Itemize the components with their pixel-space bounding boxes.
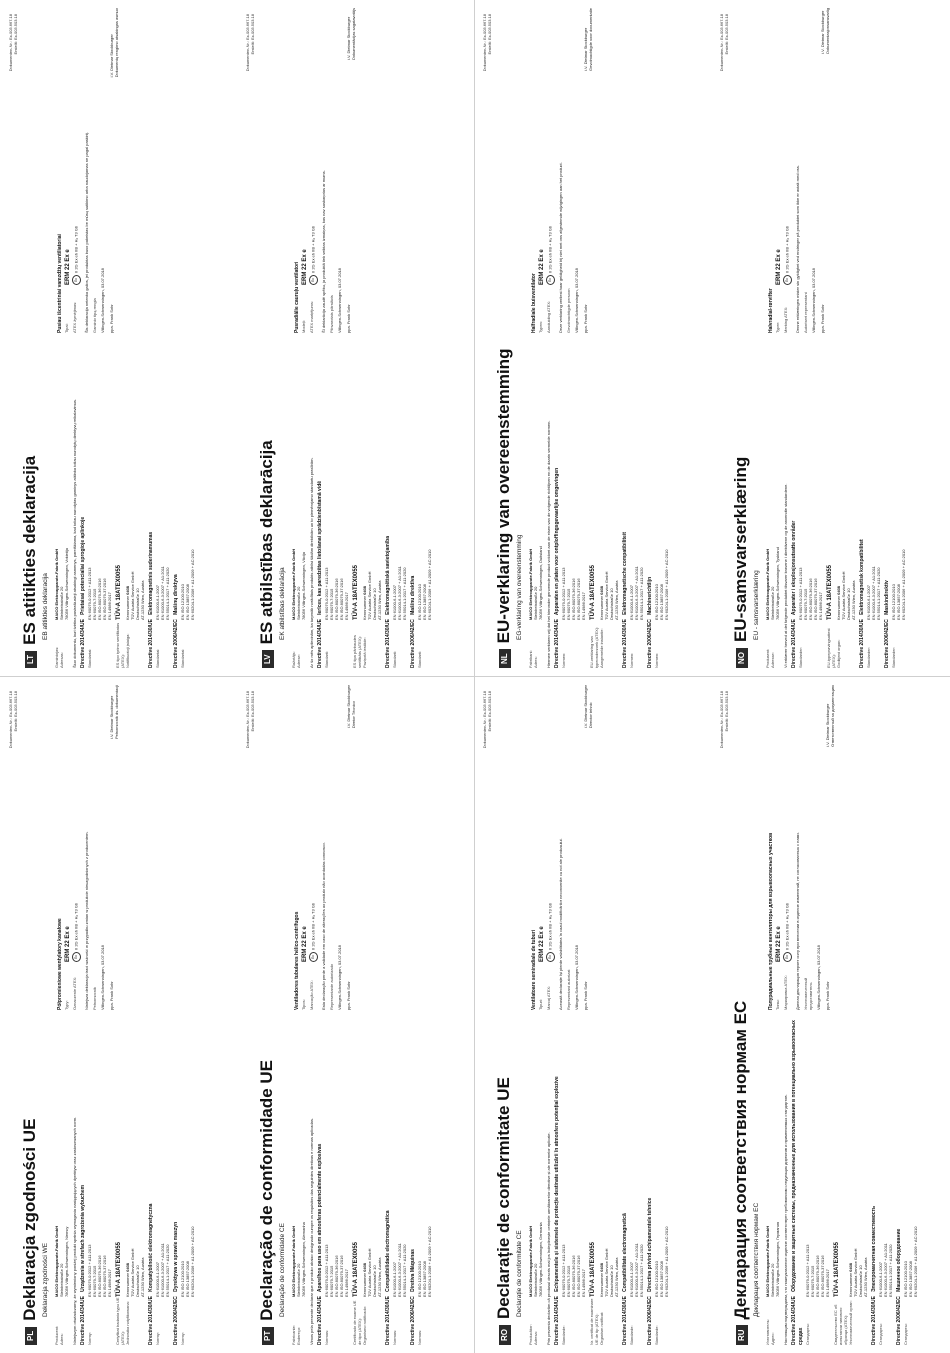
norms-label: Normy: xyxy=(87,1332,92,1345)
ex-hexagon-icon: Ex xyxy=(72,952,81,962)
machine-heading: Directive 2006/42/EC Машинное оборудование xyxy=(896,1228,902,1345)
address-label: Адрес: xyxy=(770,1332,775,1345)
document-number: Dokumenten-Nr.: Ex-003.667.18 Erstellt: Ex-003.503.18 xyxy=(719,691,729,749)
signer-2-role: Diretor Técnico xyxy=(351,701,356,729)
document-number: Dokumenten-Nr.: Ex-003.667.18 Erstellt: Ex-003.503.18 xyxy=(8,14,18,72)
manufacturer-label: Изготовитель: xyxy=(765,1319,770,1345)
signer-1: ppa. Frank Sohr xyxy=(825,981,830,1010)
signer-1: ppa. Frank Sohr xyxy=(109,981,114,1010)
product-type: ERM 22 Ex e xyxy=(65,926,71,962)
product-heading: Полурадиальные трубные вентиляторы для взрывоопасных участков xyxy=(768,832,774,1010)
declaration-panel-lt xyxy=(0,0,236,676)
signatures xyxy=(346,685,356,1010)
notified-body-label: Paziņotā iestāde: xyxy=(362,637,367,668)
machine-norms: EN ISO 12100:2010 EN ISO 13857:2008 EN 60204-1:2006 + A1:2009 + AC:2010 xyxy=(891,549,906,620)
address-street: Steinbeisstraße 20 xyxy=(59,1263,64,1297)
notified-body-label: Godkjent organ: xyxy=(836,639,841,668)
notified-body: Kennnummer 0408 TÜV Austria Service GmbH Deutschstraße 10 AT-1230 Wien, Austria xyxy=(599,1248,619,1297)
declaration-title: LVES atbilstības deklarācija xyxy=(257,440,277,668)
signatures xyxy=(109,8,119,333)
product-type: ERM 22 Ex e xyxy=(539,926,545,962)
notified-body-label: Organismo notificado: xyxy=(362,1306,367,1345)
validity-text: Niniejsza deklaracja traci ważność w przypadku zmian w produkcie nieuzgodnionych z producentem. xyxy=(84,831,89,1010)
language-code-badge: RO xyxy=(499,1325,511,1345)
right-column xyxy=(291,8,469,333)
address-label: Adres: xyxy=(533,656,538,668)
declaration-panel-lv xyxy=(237,0,473,676)
norms-label: Standarder: xyxy=(798,647,803,668)
emc-norms: EN 61000-6-1:2007 EN 61000-6-3:2007 + A1:2011 EN 55014-1:2017 + A11:2020 xyxy=(155,566,170,620)
atex-marking-label: Merking ATEX: xyxy=(783,306,788,333)
left-column: Gamintojas: MAICO Elektroapparate-Fabrik GmbH Adresas: Steinbeisstraße 20 78056 Villingen-Schwenningen, Vokietija Šiuo dokumentu, kuri tvirtina pasirašiusieji atsakingi asmenys, pareiškiama, kad toliau nurodytas gaminys atitinka toliau nurodytų direktyvų reikalavimus. Directive 2014/34/UE Prietaisai potencialiai sprogioje aplinkoje Standartai: EN 60079-0:2012 + A11:2013 EN 60079-7:2015 EN ISO 80079-36:2016 EN ISO 80079-37:2016 EN 14986:2017 ES tipo tyrimo sertifikatas (ATEX): TÜV-A 18ATEX0055 Notifikuotoji įstaiga: Kennnummer 0408 TÜV Austria Service GmbH Deutschstraße 10 AT-1230 Wien, Austria Directive 2014/30/UE Elektromagnetinis suderinamumas Standartai: EN 61000-6-1:2007 EN 61000-6-3:2007 + A1:2011 EN 55014-1:2017 + A11:2020 Directive 2006/42/EC Mašinų direktyva Standartai: EN ISO 12100:2010 EN ISO 13857:2008 EN 60204-1:2006 + A1:2009 + AC:2010 xyxy=(54,343,232,668)
place-date: Villingen-Schwenningen, 03.07.2018 xyxy=(337,268,342,333)
declaration-subtitle: Deklaracja zgodności WE xyxy=(42,1242,49,1317)
place-date: Villingen-Schwenningen, 03.07.2018 xyxy=(100,268,105,333)
language-code-badge: LT xyxy=(25,651,37,668)
certificate-number: TÜV-A 18ATEX0055 xyxy=(116,1241,122,1297)
validity-text: Šī deklarācija zaudē spēku, ja produktā tiek veiktas izmaiņas, kas nav saskaņotas ar mums. xyxy=(321,170,326,333)
atex-heading: Directive 2014/34/UE Urządzenia w strefach zagrożenia wybuchem xyxy=(80,1184,86,1345)
atex-heading: Directive 2014/34/UE Prietaisai potencialiai sprogioje aplinkoje xyxy=(80,516,86,668)
declaration-panel-nl xyxy=(474,0,710,676)
notified-body: Kennnummer 0408 TÜV Austria Service GmbH Deutschstraße 10 AT-1230 Wien, Austria xyxy=(125,1248,145,1297)
language-code-badge: RU xyxy=(736,1325,748,1345)
notified-body-label: Уполномоченный орган: xyxy=(848,1300,853,1345)
declaration-title: RODeclarație de conformitate UE xyxy=(494,1077,514,1345)
atex-marking-label: Marcação ATEX: xyxy=(309,980,314,1010)
machine-norms: EN ISO 12100:2010 EN ISO 13857:2008 EN 60204-1:2006 + A1:2009 + AC:2010 xyxy=(180,549,195,620)
atex-heading: Directive 2014/34/UE Apparater i eksplosjonsutsatte områder xyxy=(791,520,797,668)
validity-text: Deze verklaring verliest haar geldigheid bij niet met ons afgestemde wijzigingen aan het product. xyxy=(558,162,563,333)
manufacturer-label: Fabricante: xyxy=(291,1324,296,1345)
ex-hexagon-icon: Ex xyxy=(309,275,318,285)
declaration-subtitle: EB atitikties deklaracija xyxy=(42,573,49,640)
notified-body-label: Organism notificat: xyxy=(599,1311,604,1345)
address-label: Adrese: xyxy=(296,654,301,668)
certificate-number: TÜV-A 18ATEX0055 xyxy=(353,1241,359,1297)
certificate-label: ES tipa pārbaudes sertifikāts (ATEX): xyxy=(352,635,362,668)
notified-body-label: Jednostka notyfikowana: xyxy=(125,1301,130,1345)
representative-label: Gaminio tipą rengia xyxy=(92,298,97,333)
signer-2-role: Pełnomocnik ds. dokumentacji xyxy=(114,685,119,740)
intro-text: Vi erklærer herved at det følgende produktet tilsvarer kravene i direktivene og de anvendte standardene. xyxy=(783,483,788,668)
intro-text: Niniejszym oświadczamy, że wymieniony poniżej produkt spełnia wymagania następujących dyrektyw oraz zastosowanych norm. xyxy=(72,1116,77,1345)
atex-norms: EN 60079-0:2012 + A11:2013 EN 60079-7:2015 EN ISO 80079-36:2016 EN ISO 80079-37:2016 EN 14986:2017 xyxy=(561,567,586,620)
left-column: Producător: MAICO Elektroapparate-Fabrik GmbH Adresa: Steinbeisstraße 20 78056 Villingen-Schwenningen, Germania Prin prezenta declarăm că produsul descris mai jos îndeplinește cerințele următoarelor directive și ale normelor aplicate. Directive 2014/34/UE Echipamentele și sistemele de protecție destinate utilizării în atmosfere potențial explozive Standarde: EN 60079-0:2012 + A11:2013 EN 60079-7:2015 EN ISO 80079-36:2016 EN ISO 80079-37:2016 EN 14986:2017 Nr. certificat de examinare UE de tip (ATEX): TÜV-A 18ATEX0055 Organism notificat: Kennnummer 0408 TÜV Austria Service GmbH Deutschstraße 10 AT-1230 Wien, Austria Directive 2014/30/UE Compatibilitate electromagnetică Standarde: EN 61000-6-1:2007 EN 61000-6-3:2007 + A1:2011 EN 55014-1:2017 + A11:2020 Directive 2006/42/EC Directiva privind echipamentele tehnice Standarde: EN ISO 12100:2010 EN ISO 13857:2008 EN 60204-1:2006 + A1:2009 + AC:2010 xyxy=(528,1020,706,1345)
type-label: Типы: xyxy=(775,999,780,1010)
place-date: Villingen-Schwenningen, 03.07.2018 xyxy=(816,945,821,1010)
right-column xyxy=(291,685,469,1010)
manufacturer-name: MAICO Elektroapparate-Fabrik GmbH xyxy=(528,1225,533,1297)
signatures xyxy=(583,685,593,1010)
declaration-panel-ru xyxy=(711,677,947,1353)
certificate-number: TÜV-A 18ATEX0055 xyxy=(834,1241,840,1297)
address-city: 78056 Villingen-Schwenningen, Alemanha xyxy=(301,1222,306,1297)
atex-norms: EN 60079-0:2012 + A11:2013 EN 60079-7:2015 EN ISO 80079-36:2016 EN ISO 80079-37:2016 EN 14986:2017 xyxy=(87,1244,112,1297)
atex-marking: ExII 2G Ex eh IIB + H₂ T3 Gb xyxy=(546,685,555,962)
ex-hexagon-icon: Ex xyxy=(546,952,555,962)
atex-norms: EN 60079-0:2012 + A11:2013 EN 60079-7:2015 EN ISO 80079-36:2016 EN ISO 80079-37:2016 EN 14986:2017 xyxy=(324,1244,349,1297)
manufacturer-name: MAICO Elektroapparate-Fabrik GmbH xyxy=(54,548,59,620)
norms-label: Normas: xyxy=(324,1329,329,1345)
machine-norms: EN ISO 12100:2010 EN ISO 13857:2008 EN 60204-1:2006 + A1:2009 + AC:2010 xyxy=(654,549,669,620)
ex-hexagon-icon: Ex xyxy=(546,275,555,285)
norms-label: Normen: xyxy=(561,652,566,668)
address-city: 78056 Villingen-Schwenningen, Tyskland xyxy=(775,547,780,620)
language-code-badge: PL xyxy=(25,1327,37,1345)
signatures xyxy=(346,8,356,333)
atex-marking: ExII 2G Ex eh IIB + H₂ T3 Gb xyxy=(783,685,792,962)
address-label: Adresas: xyxy=(59,652,64,668)
atex-norms: EN 60079-0:2012 + A11:2013 EN 60079-7:2015 EN ISO 80079-36:2016 EN ISO 80079-37:2016 EN 14986:2017 xyxy=(561,1244,586,1297)
representative-label: Representante autorizado xyxy=(329,963,334,1010)
type-label: Typer: xyxy=(775,321,780,333)
address-city: 78056 Villingen-Schwenningen, Германия xyxy=(775,1221,780,1297)
signer-1: ppa. Frank Sohr xyxy=(109,304,114,333)
certificate-label: ES tipo tyrimo sertifikatas (ATEX): xyxy=(115,622,125,668)
declaration-subtitle: EK atbilstības deklarācija xyxy=(279,567,286,640)
declaration-subtitle: Declaração de conformidade CE xyxy=(279,1223,286,1317)
type-label: Tipuri: xyxy=(538,999,543,1010)
atex-norms: EN 60079-0:2012 + A11:2013 EN 60079-7:2015 EN ISO 80079-36:2016 EN ISO 80079-37:2016 EN 14986:2017 xyxy=(805,1244,830,1297)
emc-heading: Directive 2014/30/UE Compatibilidade electromagnética xyxy=(385,1210,391,1345)
notified-body: Kennnummer 0408 TÜV Austria Service GmbH Deutschstraße 10 AT-1230 Wien, Austria xyxy=(125,571,145,620)
notified-body: Kennnummer 0408 TÜV Austria Service GmbH Deutschstraße 10 AT-1230 Wien, Austria xyxy=(836,571,856,620)
address-street: Steinbeisstraße 20 xyxy=(296,586,301,620)
address-street: Steinbeisstraße 20 xyxy=(533,586,538,620)
address-city: 78056 Villingen-Schwenningen, Germania xyxy=(538,1222,543,1297)
document-number: Dokumenten-Nr.: Ex-003.667.18 Erstellt: Ex-003.503.18 xyxy=(719,14,729,72)
notified-body-label: Aangemelde instantie: xyxy=(599,628,604,668)
atex-marking: ExII 2G Ex eh IIB + H₂ T3 Gb xyxy=(783,8,792,285)
left-column: Produsent: MAICO Elektroapparate-Fabrik GmbH Adresse: Steinbeisstraße 20 78056 Villingen-Schwenningen, Tyskland Vi erklærer herved at det følgende produktet tilsvarer kravene i direktivene og de anvendte standardene. Directive 2014/34/UE Apparater i eksplosjonsutsatte områder Standarder: EN 60079-0:2012 + A11:2013 EN 60079-7:2015 EN ISO 80079-36:2016 EN ISO 80079-37:2016 EN 14986:2017 EU-typeprøvingsattest (ATEX): TÜV-A 18ATEX0055 Godkjent organ: Kennnummer 0408 TÜV Austria Service GmbH Deutschstraße 10 AT-1230 Wien, Austria Directive 2014/30/UE Elektromagnetisk kompatibilitet Standarder: EN 61000-6-1:2007 EN 61000-6-3:2007 + A1:2011 EN 55014-1:2017 + A11:2020 Directive 2006/42/EC Maskindirektiv Standarder: EN ISO 12100:2010 EN ISO 13857:2008 EN 60204-1:2006 + A1:2009 + AC:2010 xyxy=(765,343,943,668)
right-column xyxy=(54,685,232,1010)
atex-marking-label: Маркировка ATEX: xyxy=(783,975,788,1010)
emc-heading: Directive 2014/30/UE Электромагнитная совместимость xyxy=(871,1205,877,1345)
atex-norms: EN 60079-0:2012 + A11:2013 EN 60079-7:2015 EN ISO 80079-36:2016 EN ISO 80079-37:2016 EN 14986:2017 xyxy=(324,567,349,620)
certificate-label: Nr. certificat de examinare UE de tip (ATEX): xyxy=(589,1298,599,1345)
product-type: ERM 22 Ex e xyxy=(539,249,545,285)
emc-norms: EN 61000-6-1:2007 EN 61000-6-3:2007 + A1:2011 EN 55014-1:2017 + A11:2020 xyxy=(629,1243,644,1297)
emc-norms: EN 61000-6-1:2007 EN 61000-6-3:2007 + A1:2011 EN 55014-1:2017 + A11:2020 xyxy=(629,566,644,620)
emc-norms: EN 61000-6-1:2007 EN 61000-6-3:2007 + A1:2011 EN 55014-1:2017 + A11:2020 xyxy=(878,1243,893,1297)
declaration-title: LTES atitikties deklaracija xyxy=(20,456,40,668)
ex-hexagon-icon: Ex xyxy=(783,952,792,962)
signatures xyxy=(820,8,830,333)
intro-text: Prin prezenta declarăm că produsul descris mai jos îndeplinește cerințele următoarelor directive și ale normelor aplicate. xyxy=(546,1132,551,1345)
signatures xyxy=(583,8,593,333)
manufacturer-name: MAICO Elektroapparate-Fabrik GmbH xyxy=(54,1225,59,1297)
certificate-number: TÜV-A 18ATEX0055 xyxy=(116,564,122,620)
certificate-number: TÜV-A 18ATEX0055 xyxy=(827,564,833,620)
signer-2-role: Dokumentācijas sagatavotājs xyxy=(351,8,356,61)
representative-label: Уполномоченный представитель xyxy=(803,977,813,1010)
validity-text: Šis deklaracija netenka galios, jei produktas buvo pakeistas be mūsų sutikimo arba naudojamas ne pagal paskirtį. xyxy=(84,131,89,333)
signatures xyxy=(109,685,119,1010)
intro-text: Настоящим подтверждаем, что нижеуказанное изделие соответствует требованиям следующих директив и применяемых стандартов. xyxy=(783,1094,788,1345)
document-number: Dokumenten-Nr.: Ex-003.667.18 Erstellt: Ex-003.503.18 xyxy=(245,14,255,72)
machine-heading: Directive 2006/42/EC Mašīnu direktīva xyxy=(410,575,416,668)
ex-hexagon-icon: Ex xyxy=(72,275,81,285)
address-street: Steinbeisstraße 20 xyxy=(296,1263,301,1297)
atex-heading: Directive 2014/34/UE Ierīces, kas paredzētas lietošanai sprādzienbīstamā vidē xyxy=(317,480,323,668)
intro-text: Ar šo mēs apliecinām, ka turpmāk norādītais produkts atbilst šādām direktīvām un to piemērojamo standartu prasībām. xyxy=(309,457,314,668)
norms-label: Standarti: xyxy=(324,650,329,668)
validity-text: Данная декларация теряет силу при внесении в изделие изменений, не согласованных с нами. xyxy=(795,832,800,1010)
declaration-title: RUДекларация соответствия нормам ЕС xyxy=(731,1001,751,1345)
notified-body: Kennnummer 0408 TÜV Austria Service GmbH Deutschstraße 10 AT-1230 Wien, Austria xyxy=(848,1248,868,1297)
right-column xyxy=(528,8,706,333)
atex-marking-label: Oznaczenie ATEX: xyxy=(72,976,77,1010)
document-number: Dokumenten-Nr.: Ex-003.667.18 Erstellt: Ex-003.503.18 xyxy=(482,691,492,749)
declaration-subtitle: Декларация соответствия нормам ЕС xyxy=(753,1202,760,1317)
atex-marking-label: ATEX marķējums: xyxy=(309,301,314,333)
declaration-subtitle: Declarație de conformitate CE xyxy=(516,1230,523,1317)
type-label: Typy: xyxy=(64,1000,69,1010)
product-heading: Halfradiale buisventilator xyxy=(531,273,537,333)
signer-2: i.V. Dietmar Stockburger xyxy=(109,695,114,740)
product-type: ERM 22 Ex e xyxy=(302,926,308,962)
manufacturer-label: Ražotājs: xyxy=(291,651,296,668)
language-code-badge: NL xyxy=(499,649,511,668)
place-date: Villingen-Schwenningen, 03.07.2018 xyxy=(574,268,579,333)
norms-label: Standarde: xyxy=(561,1325,566,1345)
machine-heading: Directive 2006/42/EC Dyrektywa w sprawie maszyn xyxy=(173,1221,179,1345)
machine-norms: EN ISO 12100:2010 EN ISO 13857:2008 EN 60204-1:2006 + A1:2009 + AC:2010 xyxy=(903,1226,918,1297)
signer-1: ppa. Frank Sohr xyxy=(583,304,588,333)
address-label: Adres: xyxy=(59,1333,64,1345)
emc-heading: Directive 2014/30/UE Elektromagnetisk kompatibilitet xyxy=(859,539,865,668)
notified-body: Kennnummer 0408 TÜV Austria Service GmbH Deutschstraße 10 AT-1230 Wien, Austria xyxy=(599,571,619,620)
signer-2: i.V. Dietmar Stockburger xyxy=(583,685,588,729)
atex-marking: ExII 2G Ex eh IIB + H₂ T3 Gb xyxy=(546,8,555,285)
emc-norms: EN 61000-6-1:2007 EN 61000-6-3:2007 + A1:2011 EN 55014-1:2017 + A11:2020 xyxy=(155,1243,170,1297)
declaration-subtitle: EG-verklaring van overeenstemming xyxy=(516,534,523,640)
signer-1: ppa. Frank Sohr xyxy=(583,981,588,1010)
notified-body: Kennnummer 0408 TÜV Austria Service GmbH Deutschstraße 10 AT-1230 Wien, Austria xyxy=(362,571,382,620)
manufacturer-name: MAICO Elektroapparate-Fabrik GmbH xyxy=(765,548,770,620)
declaration-panel-pt xyxy=(237,677,473,1353)
place-date: Villingen-Schwenningen, 03.07.2018 xyxy=(811,268,816,333)
product-type: ERM 22 Ex e xyxy=(65,249,71,285)
manufacturer-name: MAICO Elektroapparate-Fabrik GmbH xyxy=(291,548,296,620)
left-column: Producent: MAICO Elektroapparate-Fabrik GmbH Adres: Steinbeisstraße 20 78056 Villingen-Schwenningen, Niemcy Niniejszym oświadczamy, że wymieniony poniżej produkt spełnia wymagania następujących dyrektyw oraz zastosowanych norm. Directive 2014/34/UE Urządzenia w strefach zagrożenia wybuchem Normy: EN 60079-0:2012 + A11:2013 EN 60079-7:2015 EN ISO 80079-36:2016 EN ISO 80079-37:2016 EN 14986:2017 Certyfikat badania typu UE (ATEX): TÜV-A 18ATEX0055 Jednostka notyfikowana: Kennnummer 0408 TÜV Austria Service GmbH Deutschstraße 10 AT-1230 Wien, Austria Directive 2014/30/UE Kompatybilność elektromagnetyczna Normy: EN 61000-6-1:2007 EN 61000-6-3:2007 + A1:2011 EN 55014-1:2017 + A11:2020 Directive 2006/42/EC Dyrektywa w sprawie maszyn Normy: EN ISO 12100:2010 EN ISO 13857:2008 EN 60204-1:2006 + A1:2009 + AC:2010 xyxy=(54,1020,232,1345)
signer-1: ppa. Frank Sohr xyxy=(346,304,351,333)
manufacturer-label: Fabrikant: xyxy=(528,650,533,668)
manufacturer-label: Gamintojas: xyxy=(54,646,59,668)
address-city: 78056 Villingen-Schwenningen, Duitsland xyxy=(538,546,543,620)
language-code-badge: PT xyxy=(262,1327,274,1345)
left-column: Изготовитель: MAICO Elektroapparate-Fabrik GmbH Адрес: Steinbeisstraße 20 78056 Villingen-Schwenningen, Германия Настоящим подтверждаем, что нижеуказанное изделие соответствует требованиям следующих директив и применяемых стандартов. Directive 2014/34/UE Оборудование и защитные системы, предназначенные для использования в потенциально взрывоопасных средах Стандарты: EN 60079-0:2012 + A11:2013 EN 60079-7:2015 EN ISO 80079-36:2016 EN ISO 80079-37:2016 EN 14986:2017 Свидетельство ЕС об испытании типового образца (ATEX): TÜV-A 18ATEX0055 Уполномоченный орган: Kennnummer 0408 TÜV Austria Service GmbH Deutschstraße 10 AT-1230 Wien, Austria Directive 2014/30/UE Электромагнитная совместимость Стандарты: EN 61000-6-1:2007 EN 61000-6-3:2007 + A1:2011 EN 55014-1:2017 + A11:2020 Directive 2006/42/EC Машинное оборудование Стандарты: EN ISO 12100:2010 EN ISO 13857:2008 EN 60204-1:2006 + A1:2009 + AC:2010 xyxy=(765,1020,918,1345)
atex-marking: ExII 2G Ex eh IIB + H₂ T3 Gb xyxy=(72,8,81,285)
atex-marking: ExII 2G Ex eh IIB + H₂ T3 Gb xyxy=(72,685,81,962)
intro-text: Vimos pela presente declarar que o produto abaixo designado cumpre os requisitos das seguintes diretivas e normas aplicadas. xyxy=(309,1118,314,1345)
emc-heading: Directive 2014/30/UE Compatibilitate electromagnetică xyxy=(622,1213,628,1345)
certificate-number: TÜV-A 18ATEX0055 xyxy=(590,1241,596,1297)
signer-2-role: Gevolmachtigde voor documentatie xyxy=(588,8,593,71)
atex-heading: Directive 2014/34/UE Оборудование и защитные системы, предназначенные для использования в потенциально взрывоопасных средах xyxy=(791,1020,804,1345)
certificate-number: TÜV-A 18ATEX0055 xyxy=(590,564,596,620)
place-date: Villingen-Schwenningen, 03.07.2018 xyxy=(574,945,579,1010)
signer-2: i.V. Dietmar Stockburger xyxy=(346,685,351,729)
manufacturer-name: MAICO Elektroapparate-Fabrik GmbH xyxy=(765,1225,770,1297)
atex-heading: Directive 2014/34/UE Aparelhos para uso em atmosferas potencialmente explosivas xyxy=(317,1143,323,1345)
emc-norms: EN 61000-6-1:2007 EN 61000-6-3:2007 + A1:2011 EN 55014-1:2017 + A11:2020 xyxy=(392,1243,407,1297)
language-code-badge: LV xyxy=(262,650,274,668)
right-column xyxy=(54,8,232,333)
certificate-label: Свидетельство ЕС об испытании типового образца (ATEX): xyxy=(833,1304,848,1345)
signer-2: i.V. Dietmar Stockburger xyxy=(583,27,588,71)
place-date: Villingen-Schwenningen, 03.07.2018 xyxy=(337,945,342,1010)
machine-norms: EN ISO 12100:2010 EN ISO 13857:2008 EN 60204-1:2006 + A1:2009 + AC:2010 xyxy=(654,1226,669,1297)
signatures xyxy=(825,685,835,1010)
signer-2: i.V. Dietmar Stockburger xyxy=(820,10,825,54)
product-heading: Pusradiālie cauruļu ventilatori xyxy=(294,261,300,333)
type-label: Tipos: xyxy=(301,999,306,1010)
signer-2-role: Ответственный за документацию xyxy=(830,685,835,747)
representative-label: Gevolmachtigde persoon xyxy=(566,288,571,333)
left-column: Ražotājs: MAICO Elektroapparate-Fabrik GmbH Adrese: Steinbeisstraße 20 78056 Villingen-Schwenningen, Vācija Ar šo mēs apliecinām, ka turpmāk norādītais produkts atbilst šādām direktīvām un to piemērojamo standartu prasībām. Directive 2014/34/UE Ierīces, kas paredzētas lietošanai sprādzienbīstamā vidē Standarti: EN 60079-0:2012 + A11:2013 EN 60079-7:2015 EN ISO 80079-36:2016 EN ISO 80079-37:2016 EN 14986:2017 ES tipa pārbaudes sertifikāts (ATEX): TÜV-A 18ATEX0055 Paziņotā iestāde: Kennnummer 0408 TÜV Austria Service GmbH Deutschstraße 10 AT-1230 Wien, Austria Directive 2014/30/UE Elektromagnētiskā savietojamība Standarti: EN 61000-6-1:2007 EN 61000-6-3:2007 + A1:2011 EN 55014-1:2017 + A11:2020 Directive 2006/42/EC Mašīnu direktīva Standarti: EN ISO 12100:2010 EN ISO 13857:2008 EN 60204-1:2006 + A1:2009 + AC:2010 xyxy=(291,343,469,668)
machine-heading: Directive 2006/42/EC Directiva privind echipamentele tehnice xyxy=(647,1197,653,1345)
manufacturer-label: Producător: xyxy=(528,1324,533,1345)
product-type: ERM 22 Ex e xyxy=(776,926,782,962)
validity-text: Esta declaração perde a validade em caso de alterações ao produto não acordadas connosco. xyxy=(321,842,326,1010)
emc-heading: Directive 2014/30/UE Kompatybilność elektromagnetyczna xyxy=(148,1203,154,1345)
place-date: Villingen-Schwenningen, 03.07.2018 xyxy=(100,945,105,1010)
certificate-label: Certificado de exame UE de tipo (ATEX): xyxy=(352,1300,362,1345)
machine-heading: Directive 2006/42/EC Diretiva Máquinas xyxy=(410,1249,416,1345)
atex-marking: ExII 2G Ex eh IIB + H₂ T3 Gb xyxy=(309,8,318,285)
signer-2: i.V. Dietmar Stockburger xyxy=(109,34,114,78)
signer-2: i.V. Dietmar Stockburger xyxy=(825,703,830,747)
signer-2: i.V. Dietmar Stockburger xyxy=(346,16,351,61)
norms-label: Стандарты: xyxy=(805,1323,810,1345)
product-heading: Halvradial-rørvifter xyxy=(768,288,774,333)
document-number: Dokumenten-Nr.: Ex-003.667.18 Erstellt: Ex-003.503.18 xyxy=(245,691,255,749)
product-heading: Ventiladores tubulares hélico-centrífugos xyxy=(294,911,300,1010)
atex-norms: EN 60079-0:2012 + A11:2013 EN 60079-7:2015 EN ISO 80079-36:2016 EN ISO 80079-37:2016 EN 14986:2017 xyxy=(87,567,112,620)
representative-label: Autorisert representant xyxy=(803,292,808,333)
product-heading: Pusiau išcentriniai vamzdžių ventiliatoriai xyxy=(57,234,63,333)
manufacturer-label: Producent: xyxy=(54,1325,59,1345)
address-street: Steinbeisstraße 20 xyxy=(59,586,64,620)
type-label: Modeļi: xyxy=(301,320,306,333)
atex-heading: Directive 2014/34/UE Apparaten en platen voor ontploffingsgevaarlijke omgevingen xyxy=(554,467,560,668)
signer-2-role: Dokumentasjonsansvarlig xyxy=(825,8,830,54)
representative-label: Pilnvarotais pārstāvis xyxy=(329,295,334,333)
atex-marking-label: ATEX žymėjimas: xyxy=(72,301,77,333)
notified-body: Kennnummer 0408 TÜV Austria Service GmbH Deutschstraße 10 AT-1230 Wien, Austria xyxy=(362,1248,382,1297)
address-street: Steinbeisstraße 20 xyxy=(770,586,775,620)
address-street: Steinbeisstraße 20 xyxy=(770,1263,775,1297)
emc-norms: EN 61000-6-1:2007 EN 61000-6-3:2007 + A1:2011 EN 55014-1:2017 + A11:2020 xyxy=(866,566,881,620)
document-number: Dokumenten-Nr.: Ex-003.667.18 Erstellt: Ex-003.503.18 xyxy=(482,14,492,72)
document-number: Dokumenten-Nr.: Ex-003.667.18 Erstellt: Ex-003.503.18 xyxy=(8,691,18,749)
right-column xyxy=(765,8,943,333)
certificate-label: EU-verklaring van typeonderzoek (ATEX): xyxy=(589,626,599,668)
ex-hexagon-icon: Ex xyxy=(309,952,318,962)
emc-heading: Directive 2014/30/UE Elektromagnetische compatibiliteit xyxy=(622,532,628,668)
declaration-panel-pl xyxy=(0,677,236,1353)
language-code-badge: NO xyxy=(736,648,748,668)
certificate-label: Certyfikat badania typu UE (ATEX): xyxy=(115,1297,125,1345)
address-label: Endereço: xyxy=(296,1326,301,1345)
atex-marking: ExII 2G Ex eh IIB + H₂ T3 Gb xyxy=(309,685,318,962)
emc-heading: Directive 2014/30/UE Elektromagnētiskā savietojamība xyxy=(385,535,391,668)
emc-heading: Directive 2014/30/UE Elektromagnetinis suderinamumas xyxy=(148,531,154,668)
machine-heading: Directive 2006/42/EC Maskindirektiv xyxy=(884,580,890,668)
address-street: Steinbeisstraße 20 xyxy=(533,1263,538,1297)
right-column xyxy=(528,685,706,1010)
machine-norms: EN ISO 12100:2010 EN ISO 13857:2008 EN 60204-1:2006 + A1:2009 + AC:2010 xyxy=(180,1226,195,1297)
declaration-panel-no xyxy=(711,0,947,676)
certificate-number: TÜV-A 18ATEX0055 xyxy=(353,564,359,620)
atex-heading: Directive 2014/34/UE Echipamentele și sistemele de protecție destinate utilizării în atmosfere potențial explozive xyxy=(554,1076,560,1345)
declaration-title: NOEU-samsvarserklæring xyxy=(731,457,751,668)
signer-1: ppa. Frank Sohr xyxy=(820,304,825,333)
norms-label: Standartai: xyxy=(87,648,92,668)
intro-text: Šiuo dokumentu, kuri tvirtina pasirašiusieji atsakingi asmenys, pareiškiama, kad toliau nurodytas gaminys atitinka toliau nurodytų direktyvų reikalavimus. xyxy=(72,398,77,668)
machine-norms: EN ISO 12100:2010 EN ISO 13857:2008 EN 60204-1:2006 + A1:2009 + AC:2010 xyxy=(417,549,432,620)
declaration-title: NLEU-verklaring van overeenstemming xyxy=(494,349,514,668)
address-city: 78056 Villingen-Schwenningen, Niemcy xyxy=(64,1226,69,1297)
product-heading: Ventilatoare semiradiale de tuburi xyxy=(531,929,537,1010)
ex-hexagon-icon: Ex xyxy=(783,275,792,285)
address-label: Adresa: xyxy=(533,1331,538,1345)
manufacturer-name: MAICO Elektroapparate-Fabrik GmbH xyxy=(528,548,533,620)
left-column: Fabrikant: MAICO Elektroapparate-Fabrik GmbH Adres: Steinbeisstraße 20 78056 Villingen-Schwenningen, Duitsland Hiermee verklaren wij dat het hieronder genoemde product voldoet aan de eisen van de volgende richtlijnen en de daarin vermelde normen. Directive 2014/34/UE Apparaten en platen voor ontploffingsgevaarlijke omgevingen Normen: EN 60079-0:2012 + A11:2013 EN 60079-7:2015 EN ISO 80079-36:2016 EN ISO 80079-37:2016 EN 14986:2017 EU-verklaring van typeonderzoek (ATEX): TÜV-A 18ATEX0055 Aangemelde instantie: Kennnummer 0408 TÜV Austria Service GmbH Deutschstraße 10 AT-1230 Wien, Austria Directive 2014/30/UE Elektromagnetische compatibiliteit Normen: EN 61000-6-1:2007 EN 61000-6-3:2007 + A1:2011 EN 55014-1:2017 + A11:2020 Directive 2006/42/EC Machinerichtlijn Normen: EN ISO 12100:2010 EN ISO 13857:2008 EN 60204-1:2006 + A1:2009 + AC:2010 xyxy=(528,343,706,668)
machine-heading: Directive 2006/42/EC Machinerichtlijn xyxy=(647,576,653,668)
type-label: Typen: xyxy=(538,320,543,333)
product-type: ERM 22 Ex e xyxy=(302,249,308,285)
address-city: 78056 Villingen-Schwenningen, Vokietija xyxy=(64,548,69,620)
notified-body-label: Notifikuotoji įstaiga: xyxy=(125,633,130,668)
emc-norms: EN 61000-6-1:2007 EN 61000-6-3:2007 + A1:2011 EN 55014-1:2017 + A11:2020 xyxy=(392,566,407,620)
manufacturer-name: MAICO Elektroapparate-Fabrik GmbH xyxy=(291,1225,296,1297)
left-column: Fabricante: MAICO Elektroapparate-Fabrik GmbH Endereço: Steinbeisstraße 20 78056 Villingen-Schwenningen, Alemanha Vimos pela presente declarar que o produto abaixo designado cumpre os requisitos das seguintes diretivas e normas aplicadas. Directive 2014/34/UE Aparelhos para uso em atmosferas potencialmente explosivas Normas: EN 60079-0:2012 + A11:2013 EN 60079-7:2015 EN ISO 80079-36:2016 EN ISO 80079-37:2016 EN 14986:2017 Certificado de exame UE de tipo (ATEX): TÜV-A 18ATEX0055 Organismo notificado: Kennnummer 0408 TÜV Austria Service GmbH Deutschstraße 10 AT-1230 Wien, Austria Directive 2014/30/UE Compatibilidade electromagnética Normas: EN 61000-6-1:2007 EN 61000-6-3:2007 + A1:2011 EN 55014-1:2017 + A11:2020 Directive 2006/42/EC Diretiva Máquinas Normas: EN ISO 12100:2010 EN ISO 13857:2008 EN 60204-1:2006 + A1:2009 + AC:2010 xyxy=(291,1020,469,1345)
signer-1: ppa. Frank Sohr xyxy=(346,981,351,1010)
machine-heading: Directive 2006/42/EC Mašinų direktyva xyxy=(173,574,179,668)
declaration-subtitle: EU - samsvarserklæring xyxy=(753,570,760,640)
product-type: ERM 22 Ex e xyxy=(776,249,782,285)
manufacturer-label: Produsent: xyxy=(765,648,770,668)
right-column xyxy=(765,685,943,1010)
signer-2-role: Dokumentų rengimo atsakingas asmuo xyxy=(114,8,119,78)
representative-label: Reprezentant autorizat xyxy=(566,969,571,1010)
validity-text: Această declarație își pierde valabilitatea în cazul modificărilor neconvenite cu noi ale produsului. xyxy=(558,838,563,1010)
atex-marking-label: Marcaj ATEX: xyxy=(546,985,551,1010)
validity-text: Denne erklæringen mister sin gyldighet ved endringer på produktet som ikke er avtalt med oss. xyxy=(795,165,800,333)
certificate-label: EU-typeprøvingsattest (ATEX): xyxy=(826,628,836,668)
atex-norms: EN 60079-0:2012 + A11:2013 EN 60079-7:2015 EN ISO 80079-36:2016 EN ISO 80079-37:2016 EN 14986:2017 xyxy=(798,567,823,620)
representative-label: Pełnomocnik xyxy=(92,987,97,1010)
address-label: Adresse: xyxy=(770,652,775,668)
intro-text: Hiermee verklaren wij dat het hieronder genoemde product voldoet aan de eisen van de volgende richtlijnen en de daarin vermelde normen. xyxy=(546,420,551,668)
declaration-title: PTDeclaração de conformidade UE xyxy=(257,1060,277,1345)
type-label: Tipai: xyxy=(64,323,69,333)
declaration-title: PLDeklaracja zgodności UE xyxy=(20,1119,40,1345)
machine-norms: EN ISO 12100:2010 EN ISO 13857:2008 EN 60204-1:2006 + A1:2009 + AC:2010 xyxy=(417,1226,432,1297)
atex-marking-label: Aanduiding ATEX: xyxy=(546,300,551,333)
declaration-panel-ro xyxy=(474,677,710,1353)
signer-2-role: Director tehnic xyxy=(588,702,593,729)
address-city: 78056 Villingen-Schwenningen, Vācija xyxy=(301,552,306,620)
product-heading: Półpromieniowe wentylatory kanałowe xyxy=(57,918,63,1010)
